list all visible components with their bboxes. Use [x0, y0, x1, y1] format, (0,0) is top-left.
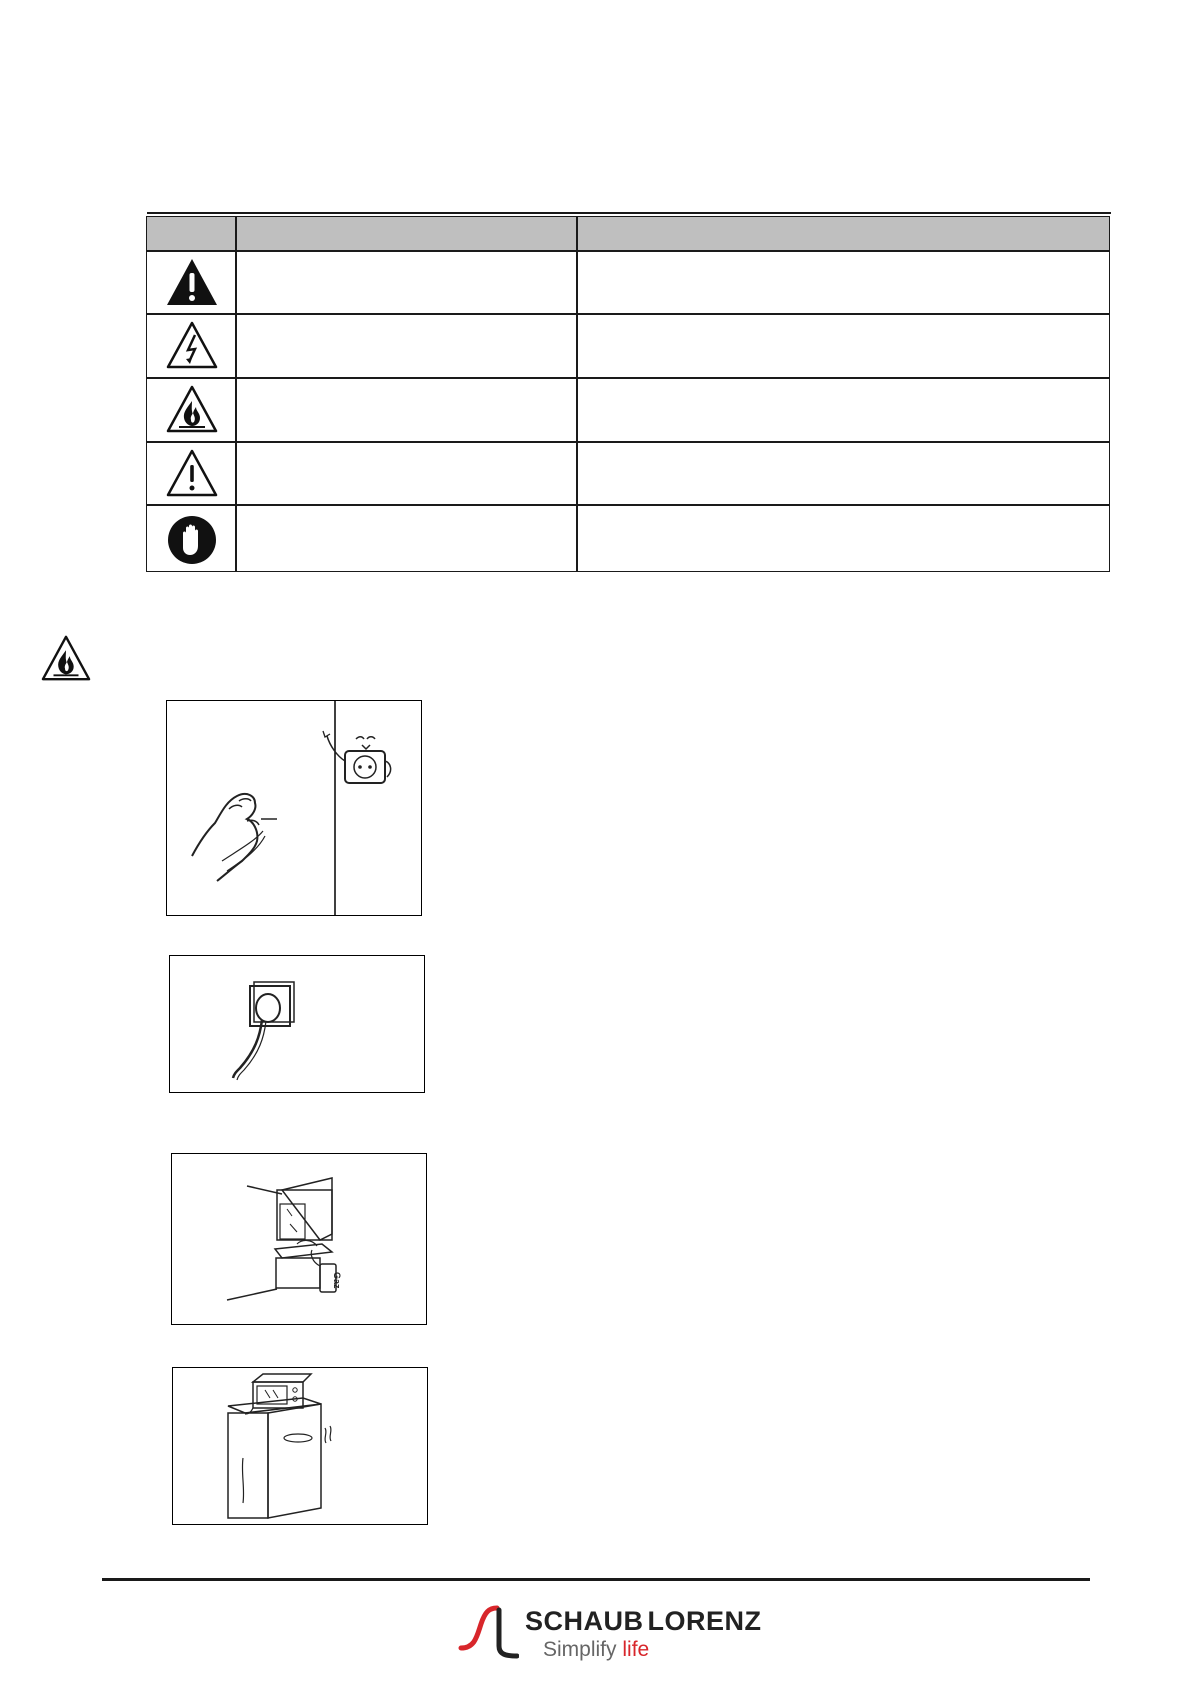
gas-cylinder-near-appliance-illustration: [171, 1153, 427, 1325]
brand-name: [525, 1606, 762, 1637]
footer-rule: [102, 1578, 1090, 1581]
electric-hazard-icon: [165, 319, 219, 371]
warning-filled-icon: [165, 256, 219, 308]
prohibition-hand-icon: [166, 514, 218, 566]
table-row-divider: [146, 377, 1110, 379]
plug-in-socket-illustration: [169, 955, 425, 1093]
brand-tagline-part1: Simplify: [543, 1638, 623, 1661]
table-row-divider: [146, 313, 1110, 315]
brand-tagline-part2: life: [622, 1638, 650, 1661]
flammable-icon: [165, 383, 219, 435]
svg-text:Gaz: Gaz: [332, 1272, 342, 1289]
microwave-on-fridge-illustration: [172, 1367, 428, 1525]
table-row-divider: [146, 250, 1110, 252]
brand-name-second: LORENZ: [647, 1606, 762, 1636]
brand-tagline: [543, 1638, 649, 1662]
hand-adjusting-knob-illustration: [166, 700, 422, 916]
table-row-divider: [146, 504, 1110, 506]
caution-icon: [165, 447, 219, 499]
table-col-divider-1: [235, 216, 237, 572]
brand-logo: [455, 1600, 762, 1670]
table-col-divider-2: [576, 216, 578, 572]
symbols-table: [146, 216, 1110, 572]
table-top-rule: [147, 212, 1111, 214]
brand-name-first: SCHAUB: [525, 1606, 644, 1636]
table-row-divider: [146, 441, 1110, 443]
brand-mark-icon: [455, 1600, 519, 1662]
flammable-icon: [40, 633, 92, 683]
